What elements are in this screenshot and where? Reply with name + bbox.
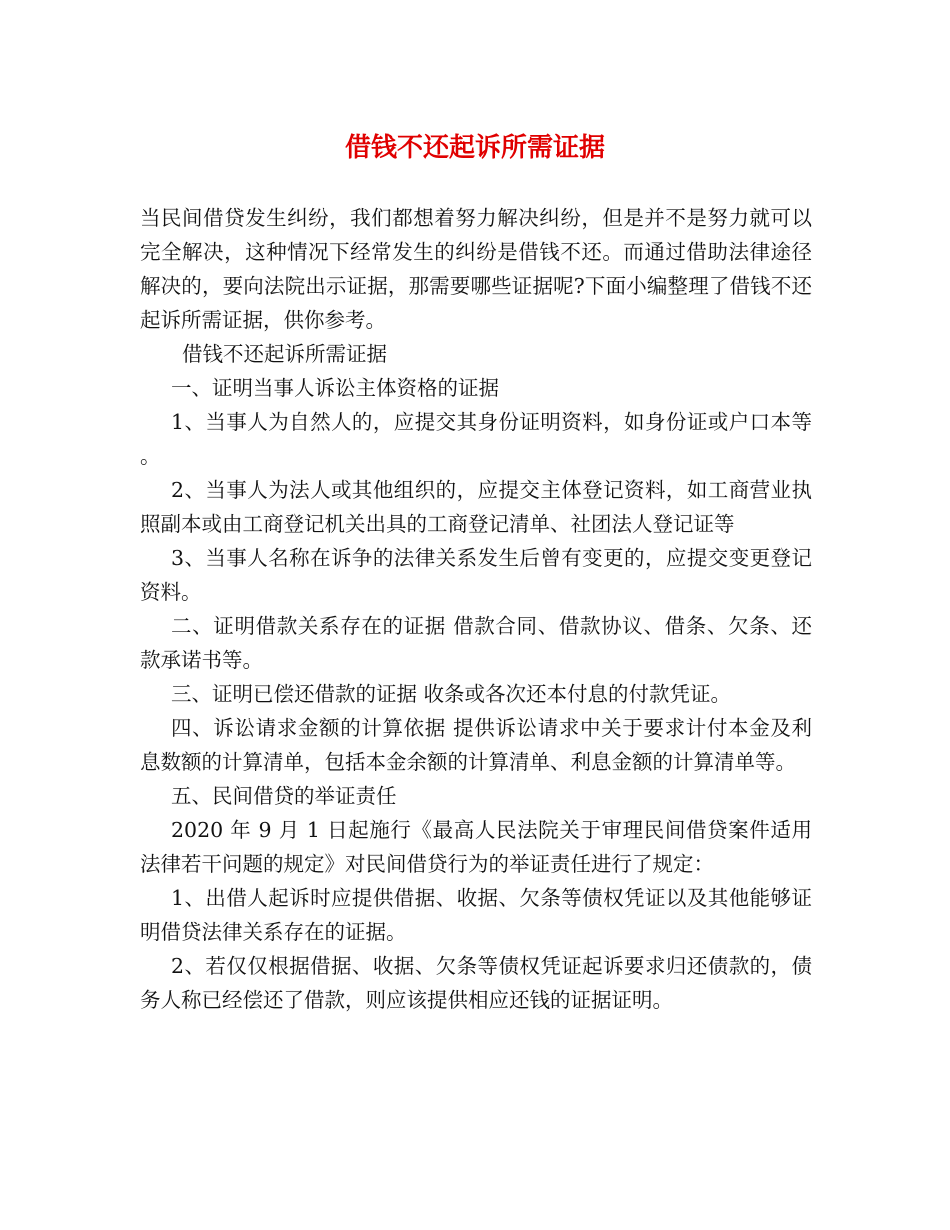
list-item: 1、当事人为自然人的，应提交其身份证明资料，如身份证或户口本等。 [140,410,812,468]
heading-4: 四、诉讼请求金额的计算依据 提供诉讼请求中关于要求计付本金及利息数额的计算清单，包括本金余额的计算清单、利息金额的计算清单等。 [140,716,812,774]
list-item: 2、当事人为法人或其他组织的，应提交主体登记资料，如工商营业执照副本或由工商登记机关出具的工商登记清单、社团法人登记证等 [140,478,812,536]
heading-3: 三、证明已偿还借款的证据 收条或各次还本付息的付款凭证。 [171,682,732,706]
section-heading: 借钱不还起诉所需证据 [182,342,387,366]
list-item: 1、出借人起诉时应提供借据、收据、欠条等债权凭证以及其他能够证明借贷法律关系存在的证据。 [140,886,812,944]
document-title: 借钱不还起诉所需证据 [344,133,605,163]
document-body [140,201,812,1017]
list-item: 3、当事人名称在诉争的法律关系发生后曾有变更的，应提交变更登记资料。 [140,546,812,604]
heading-1: 一、证明当事人诉讼主体资格的证据 [171,376,499,400]
intro-paragraph: 当民间借贷发生纠纷，我们都想着努力解决纠纷，但是并不是努力就可以完全解决，这种情况下经常发生的纠纷是借钱不还。而通过借助法律途径解决的，要向法院出示证据，那需要哪些证据呢?下面小编整理了借钱不还起诉所需证据，供你参考。 [140,206,812,332]
heading-5: 五、民间借贷的举证责任 [171,784,397,808]
list-item: 2、若仅仅根据借据、收据、欠条等债权凭证起诉要求归还债款的，债务人称已经偿还了借款，则应该提供相应还钱的证据证明。 [140,954,812,1012]
heading-2: 二、证明借款关系存在的证据 借款合同、借款协议、借条、欠条、还款承诺书等。 [140,614,812,672]
regulation-paragraph: 2020 年 9 月 1 日起施行《最高人民法院关于审理民间借贷案件适用法律若干问题的规定》对民间借贷行为的举证责任进行了规定： [140,818,812,876]
